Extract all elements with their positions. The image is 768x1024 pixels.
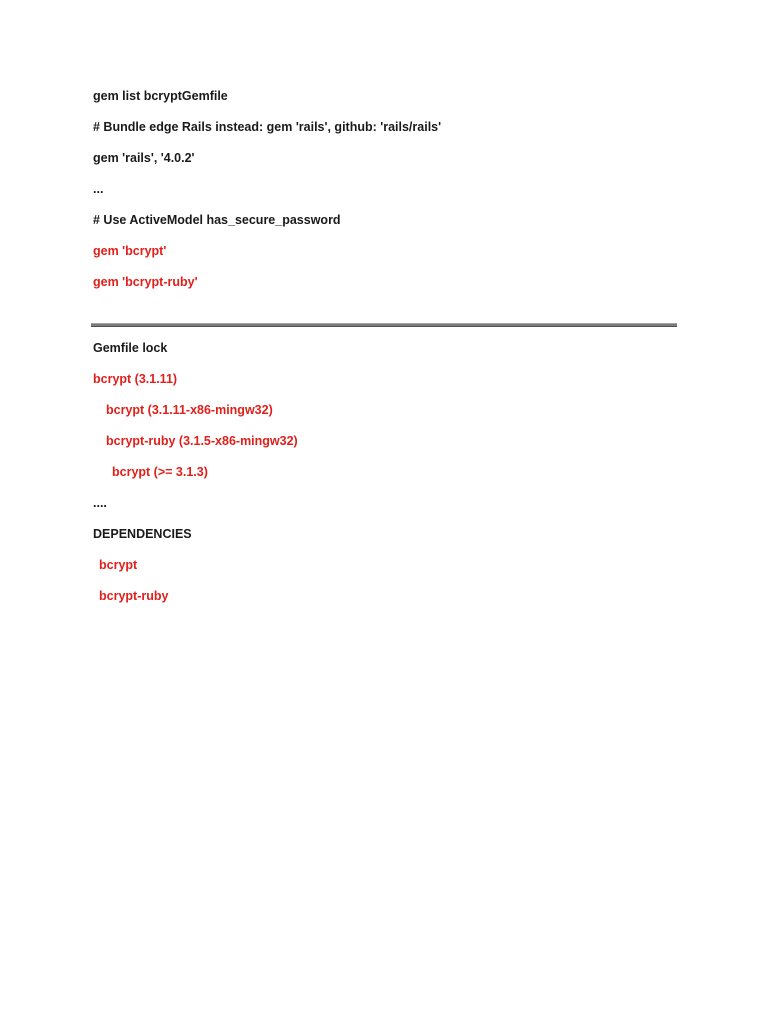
gemfile-title: gem list bcryptGemfile bbox=[93, 89, 228, 103]
gemfile-comment-activemodel: # Use ActiveModel has_secure_password bbox=[93, 213, 341, 227]
lock-entry-bcrypt-mingw: bcrypt (3.1.11-x86-mingw32) bbox=[106, 403, 273, 417]
gemfile-comment-bundle-edge: # Bundle edge Rails instead: gem 'rails', github: 'rails/rails' bbox=[93, 120, 442, 134]
dependency-bcrypt-ruby: bcrypt-ruby bbox=[99, 589, 169, 603]
gemfile-ellipsis: ... bbox=[93, 182, 104, 196]
gemfile-bcrypt-ruby-line: gem 'bcrypt-ruby' bbox=[93, 275, 198, 289]
gemfile-lock-heading: Gemfile lock bbox=[93, 341, 168, 355]
lock-entry-bcrypt-ruby-mingw: bcrypt-ruby (3.1.5-x86-mingw32) bbox=[106, 434, 298, 448]
gemfile-rails-line: gem 'rails', '4.0.2' bbox=[93, 151, 195, 165]
lock-entry-bcrypt: bcrypt (3.1.11) bbox=[93, 372, 178, 386]
dependencies-heading: DEPENDENCIES bbox=[93, 527, 192, 541]
horizontal-rule bbox=[91, 323, 677, 327]
lock-entry-bcrypt-dependency: bcrypt (>= 3.1.3) bbox=[112, 465, 208, 479]
lock-ellipsis: .... bbox=[93, 496, 107, 510]
dependency-bcrypt: bcrypt bbox=[99, 558, 138, 572]
gemfile-bcrypt-line: gem 'bcrypt' bbox=[93, 244, 167, 258]
